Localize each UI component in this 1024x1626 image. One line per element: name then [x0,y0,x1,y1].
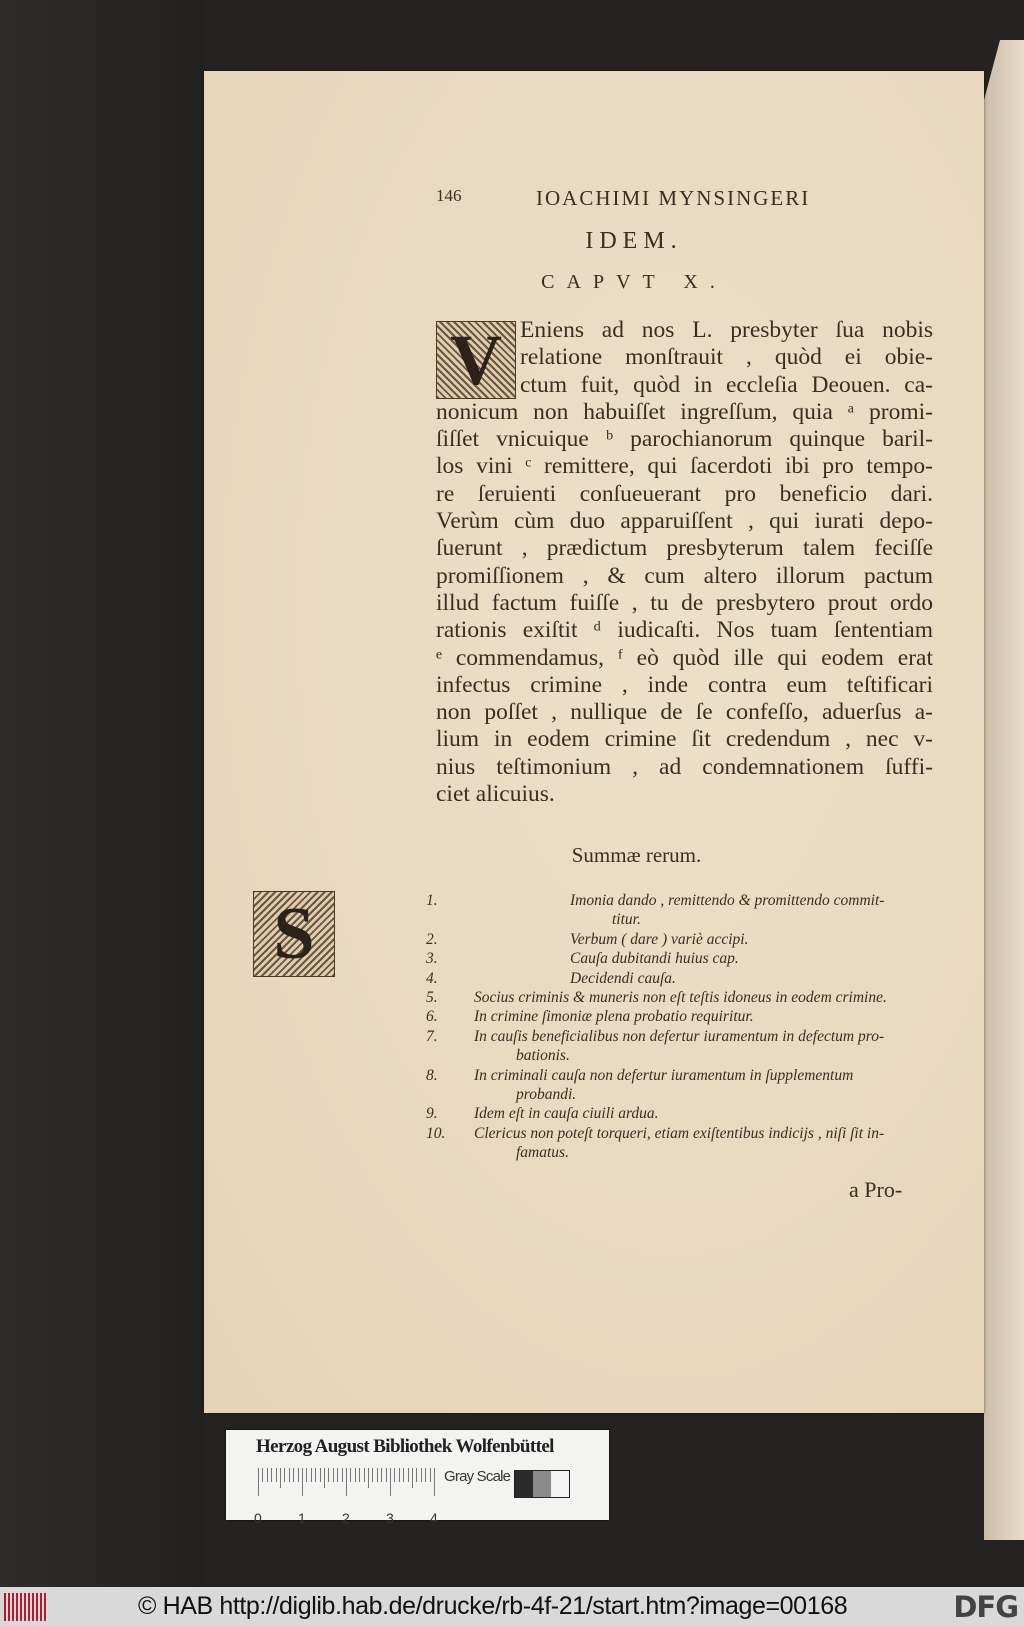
ruler-tick [284,1468,285,1482]
summary-item-number: 3. [426,950,438,968]
summary-item [426,1027,926,1066]
ruler-tick [276,1468,277,1482]
hab-logo-icon [4,1593,46,1621]
ruler-tick [403,1468,404,1482]
body-line: ſiſſet vnicuique ᵇ parochianorum quinque baril- [436,426,933,453]
dfg-logo: DFG [953,1590,1018,1624]
body-line: promiſſionem , & cum altero illorum pactum [436,562,933,589]
ruler-tick [346,1468,347,1496]
summary-item-number: 6. [426,1008,438,1026]
ruler-tick [289,1468,290,1482]
summary-item-number: 1. [426,892,438,909]
ruler-tick [412,1468,413,1488]
summary-item-number: 2. [426,930,438,948]
summary-item-text: Verbum ( dare ) variè accipi. [570,930,749,948]
ruler-tick [337,1468,338,1482]
ruler-tick [421,1468,422,1482]
summary-item-number: 4. [426,969,438,987]
ruler-tick [315,1468,316,1482]
ruler-tick [311,1468,312,1482]
summary-item-text: In crimine ſimoniæ plena probatio requiritur. [474,1008,754,1026]
summary-title: Summæ rerum. [571,843,702,867]
gray-swatch [551,1471,569,1497]
ruler-tick [434,1468,435,1496]
body-line: ciet alicuius. [436,781,555,808]
body-line: non poſſet , nullique de ſe confeſſo, aduerſus a- [436,699,933,726]
decorated-initial-v: V [436,321,516,399]
ruler-tick [328,1468,329,1482]
ruler-tick [359,1468,360,1482]
body-text [436,317,933,808]
ruler-number: 3 [386,1510,394,1526]
summary-item [426,891,926,930]
summary-list [426,891,926,1163]
summary-item-text: Socius criminis & muneris non eſt teſtis idoneus in eodem crimine. [474,989,887,1007]
catchword: a Pro- [849,1177,903,1202]
summary-item-number: 5. [426,989,438,1007]
summary-item-text: Cauſa dubitandi huius cap. [570,950,739,968]
summary-item-text: In criminali cauſa non defertur iuramentum in ſupplementum [474,1066,854,1084]
body-line: nius teſtimonium , ad condemnationem ſuffi- [436,753,933,780]
body-line: ᵉ commendamus, ᶠ eò quòd ille qui eodem erat [436,644,933,671]
body-line: los vini ᶜ remittere, qui ſacerdoti ibi pro tempo- [436,453,933,480]
summary-item [426,1066,926,1105]
ruler-tick [258,1468,259,1496]
page-number: 146 [436,186,462,205]
section-heading: IDEM. [585,228,683,254]
ruler-tick [408,1468,409,1482]
body-line: nonicum non habuiſſet ingreſſum, quia ᵃ promi- [436,398,933,425]
summary-item-text: In cauſis beneficialibus non defertur iuramentum in defectum pro- [474,1027,885,1045]
summary-item-text: titur. [612,911,641,929]
ruler-tick [302,1468,303,1496]
summary-item [426,1007,926,1026]
ruler [254,1468,438,1526]
ruler-tick [324,1468,325,1488]
library-name: Herzog August Bibliothek Wolfenbüttel [256,1436,554,1457]
summary-item-text: Decidendi cauſa. [570,969,676,987]
ruler-tick [394,1468,395,1482]
summary-item [426,930,926,949]
ruler-tick [416,1468,417,1482]
summary-item-text: probandi. [516,1086,577,1104]
body-line: re ſeruienti conſueuerant pro beneficio dari. [436,480,933,507]
ruler-tick [377,1468,378,1482]
body-line: infectus crimine , inde contra eum teſtificari [436,671,933,698]
ruler-tick [430,1468,431,1482]
chapter-heading: CAPVT X. [541,271,727,293]
book-page [204,71,984,1413]
ruler-tick [333,1468,334,1482]
ruler-tick [271,1468,272,1482]
running-title: IOACHIMI MYNSINGERI [536,186,811,210]
ruler-tick [355,1468,356,1482]
body-line: Eniens ad nos L. presbyter ſua nobis [520,317,933,343]
ruler-number: 2 [342,1510,350,1526]
facing-page-edge [984,40,1024,1540]
ruler-tick [381,1468,382,1482]
summary-item [426,1104,926,1123]
ruler-tick [293,1468,294,1482]
ruler-number: 4 [430,1510,438,1526]
ruler-number: 0 [254,1510,262,1526]
summary-item [426,969,926,988]
ruler-tick [306,1468,307,1482]
summary-item [426,949,926,968]
ruler-number: 1 [298,1510,306,1526]
ruler-tick [262,1468,263,1482]
gray-scale-label: Gray Scale [444,1468,511,1485]
summary-item-text: bationis. [516,1047,570,1065]
ruler-tick [425,1468,426,1482]
ruler-tick [342,1468,343,1482]
decorated-initial-s: S [253,891,335,977]
ruler-tick [364,1468,365,1482]
gray-swatch [533,1471,551,1497]
ruler-tick [280,1468,281,1488]
ruler-tick [399,1468,400,1482]
body-line: rationis exiſtit ᵈ iudicaſti. Nos tuam ſententiam [436,617,933,644]
ruler-tick [372,1468,373,1482]
ruler-tick [267,1468,268,1482]
summary-item-number: 10. [426,1124,446,1142]
ruler-tick [386,1468,387,1482]
summary-item-text: Clericus non poteſt torqueri, etiam exiſtentibus indicijs , niſi ſit in- [474,1124,885,1142]
body-line: ſuerunt , prædictum presbyterum talem feciſſe [436,535,933,562]
body-line: lium in eodem crimine ſit credendum , nec v- [436,726,933,753]
scan-background [0,0,204,1587]
summary-item-text: famatus. [516,1144,569,1162]
gray-swatch [515,1471,533,1497]
summary-item [426,988,926,1007]
summary-item [426,1124,926,1163]
body-line: relatione monſtrauit , quòd ei obie- [520,344,933,371]
color-card [226,1430,609,1526]
ruler-tick [390,1468,391,1496]
gray-scale-swatches [514,1470,570,1498]
summary-item-text: Idem eſt in cauſa ciuili ardua. [474,1105,659,1123]
summary-item-text: Imonia dando , remittendo & promittendo commit- [570,892,885,909]
body-line: illud factum fuiſſe , tu de presbytero prout ordo [436,589,933,616]
summary-item-number: 9. [426,1105,438,1123]
summary-item-number: 7. [426,1027,438,1045]
ruler-tick [350,1468,351,1482]
footer-bar [0,1587,1024,1626]
summary-item-number: 8. [426,1066,438,1084]
ruler-tick [320,1468,321,1482]
ruler-tick [368,1468,369,1488]
ruler-tick [298,1468,299,1482]
body-line: ctum fuit, quòd in eccleſia Deouen. ca- [520,371,933,398]
body-line: Verùm cùm duo apparuiſſent , qui iurati depo- [436,508,933,535]
copyright-url[interactable]: © HAB http://diglib.hab.de/drucke/rb-4f-21/start.htm?image=00168 [138,1592,848,1620]
